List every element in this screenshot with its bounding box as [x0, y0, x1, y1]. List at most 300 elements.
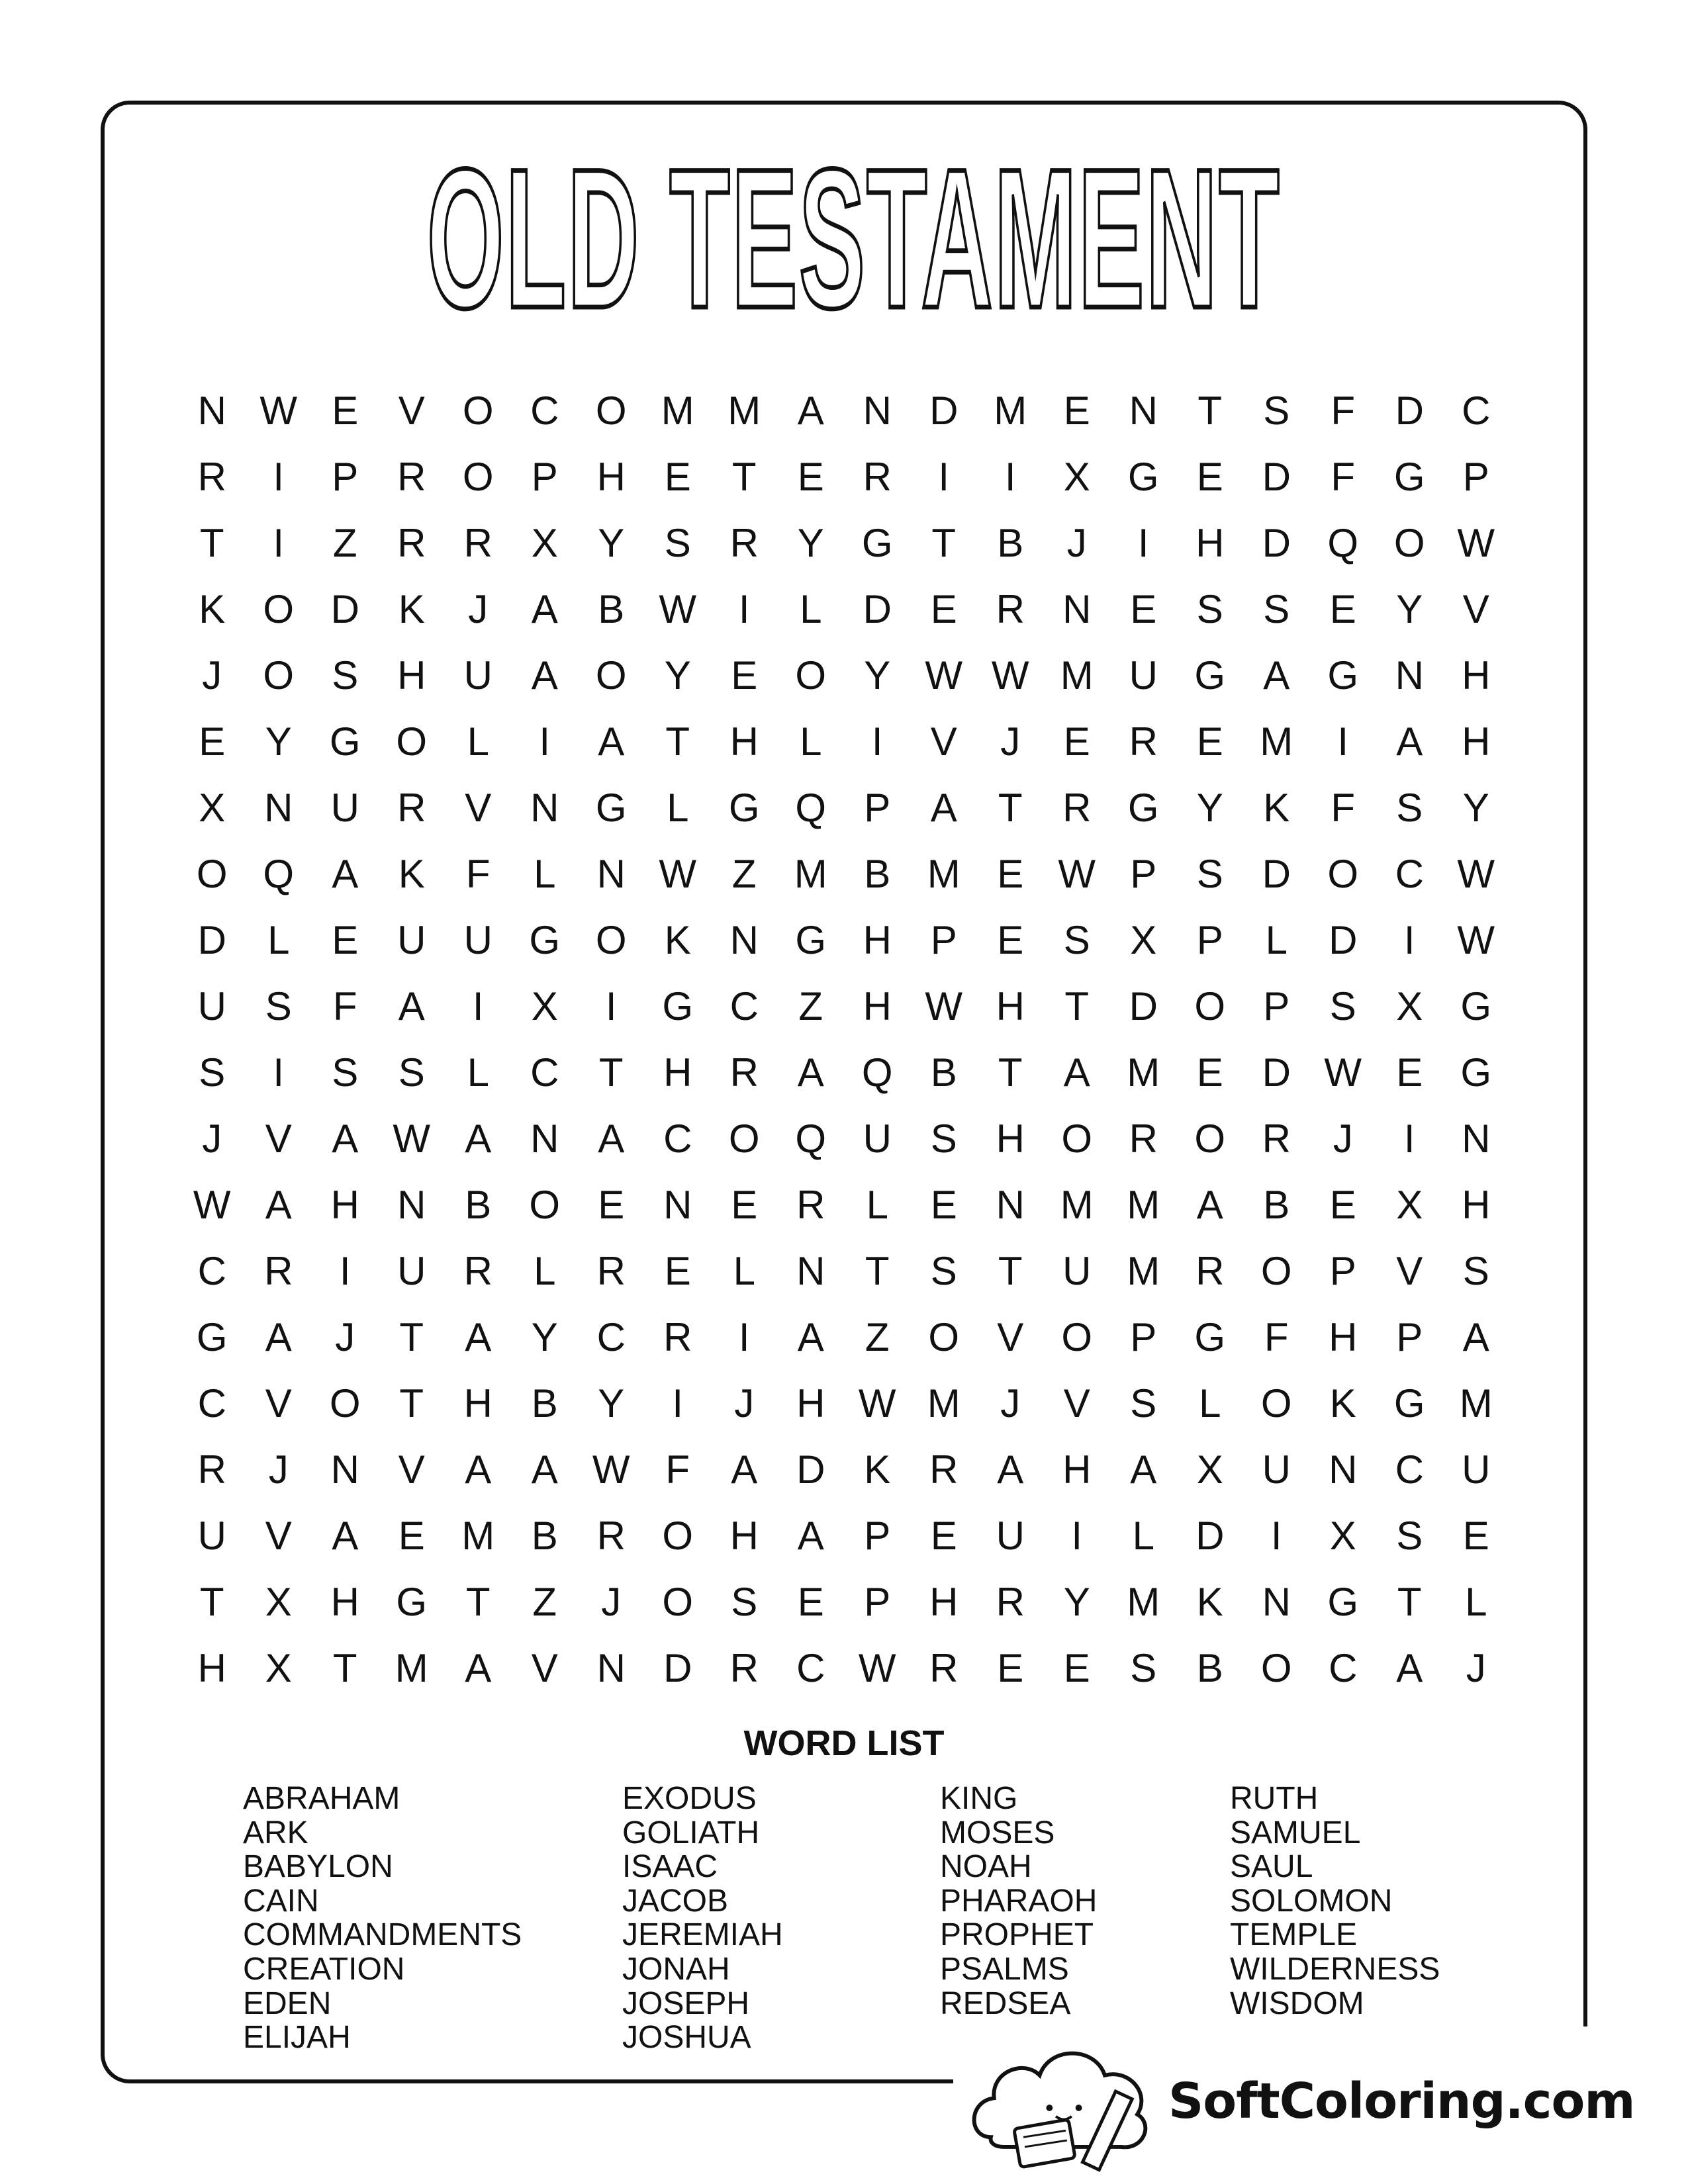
grid-letter: H	[330, 1579, 359, 1624]
grid-letter: P	[1396, 1314, 1423, 1359]
grid-letter: T	[998, 1050, 1023, 1095]
grid-letter: N	[1262, 1579, 1291, 1624]
word-search-grid	[179, 377, 1509, 1701]
grid-letter: R	[1129, 1116, 1158, 1161]
grid-letter: B	[930, 1050, 957, 1095]
word-list-item: COMMANDMENTS	[243, 1917, 522, 1953]
grid-letter: T	[1197, 388, 1223, 433]
grid-letter: W	[259, 388, 298, 433]
grid-letter: G	[329, 719, 361, 764]
word-list-item: SOLOMON	[1230, 1883, 1393, 1919]
grid-letter: F	[332, 983, 357, 1028]
grid-letter: E	[398, 1513, 425, 1558]
grid-letter: P	[1130, 851, 1157, 896]
word-list-item: CREATION	[243, 1951, 405, 1987]
grid-letter: E	[1196, 719, 1223, 764]
grid-letter: E	[731, 1182, 758, 1227]
grid-letter: D	[1129, 983, 1158, 1028]
grid-letter: I	[938, 454, 950, 499]
grid-letter: P	[1329, 1248, 1356, 1293]
grid-letter: P	[1130, 1314, 1157, 1359]
grid-letter: O	[263, 653, 295, 698]
page-title	[0, 127, 1688, 349]
grid-letter: A	[465, 1314, 492, 1359]
grid-letter: M	[927, 851, 961, 896]
grid-letter: I	[273, 454, 285, 499]
grid-letter: M	[994, 388, 1027, 433]
word-list-item: BABYLON	[243, 1849, 393, 1885]
grid-letter: B	[1263, 1182, 1290, 1227]
grid-letter: C	[729, 983, 759, 1028]
grid-letter: P	[1196, 917, 1223, 962]
grid-letter: T	[399, 1381, 424, 1426]
grid-letter: K	[1263, 785, 1290, 830]
grid-letter: J	[268, 1447, 289, 1492]
grid-letter: X	[199, 785, 226, 830]
grid-letter: L	[534, 1248, 556, 1293]
word-list-item: JOSEPH	[622, 1985, 750, 2021]
grid-letter: H	[663, 1050, 692, 1095]
grid-letter: S	[1130, 1645, 1157, 1690]
grid-letter: O	[462, 454, 494, 499]
grid-letter: A	[332, 851, 359, 896]
grid-letter: S	[1329, 983, 1356, 1028]
grid-letter: U	[397, 1248, 426, 1293]
grid-letter: G	[1393, 1381, 1425, 1426]
grid-letter: E	[332, 917, 359, 962]
grid-letter: X	[265, 1645, 292, 1690]
grid-letter: U	[197, 1513, 226, 1558]
grid-letter: U	[1262, 1447, 1291, 1492]
grid-letter: M	[661, 388, 694, 433]
grid-letter: X	[1396, 983, 1423, 1028]
grid-letter: V	[531, 1645, 558, 1690]
grid-letter: E	[731, 653, 758, 698]
grid-letter: D	[1262, 1050, 1291, 1095]
grid-letter: T	[865, 1248, 890, 1293]
grid-letter: B	[598, 586, 625, 631]
grid-letter: I	[1071, 1513, 1083, 1558]
grid-letter: O	[795, 653, 827, 698]
grid-letter: U	[463, 917, 492, 962]
grid-letter: I	[273, 1050, 285, 1095]
grid-letter: H	[796, 1381, 825, 1426]
grid-letter: M	[1060, 1182, 1094, 1227]
grid-letter: A	[1196, 1182, 1223, 1227]
word-list-item: WISDOM	[1230, 1985, 1364, 2021]
grid-letter: M	[461, 1513, 495, 1558]
grid-letter: F	[1264, 1314, 1289, 1359]
grid-letter: L	[467, 719, 489, 764]
grid-letter: D	[929, 388, 959, 433]
grid-letter: O	[1393, 520, 1425, 565]
grid-letter: O	[728, 1116, 760, 1161]
grid-letter: R	[596, 1513, 626, 1558]
word-list-item: REDSEA	[940, 1985, 1071, 2021]
grid-letter: S	[1196, 851, 1223, 896]
grid-letter: T	[199, 520, 224, 565]
grid-letter: M	[927, 1381, 961, 1426]
grid-letter: A	[997, 1447, 1024, 1492]
grid-letter: J	[1466, 1645, 1486, 1690]
grid-letter: P	[332, 454, 359, 499]
grid-letter: D	[197, 917, 226, 962]
grid-letter: N	[596, 1645, 626, 1690]
grid-letter: O	[1260, 1645, 1292, 1690]
word-list-item: GOLIATH	[622, 1815, 760, 1850]
grid-letter: M	[1127, 1182, 1160, 1227]
grid-letter: S	[1263, 388, 1290, 433]
grid-letter: B	[1196, 1645, 1223, 1690]
word-list-item: WILDERNESS	[1230, 1951, 1440, 1987]
grid-letter: P	[864, 1513, 891, 1558]
grid-letter: H	[1462, 1182, 1491, 1227]
grid-letter: P	[1263, 983, 1290, 1028]
grid-letter: I	[738, 586, 750, 631]
grid-letter: S	[1396, 1513, 1423, 1558]
word-list-item: ABRAHAM	[243, 1781, 400, 1816]
brand-name: SoftColoring.com	[1168, 2073, 1635, 2130]
grid-letter: W	[925, 983, 963, 1028]
grid-letter: E	[797, 1579, 824, 1624]
grid-letter: A	[265, 1182, 292, 1227]
grid-letter: X	[1329, 1513, 1356, 1558]
word-list-item: PHARAOH	[940, 1883, 1098, 1919]
grid-letter: G	[1127, 785, 1159, 830]
grid-letter: S	[930, 1248, 957, 1293]
grid-letter: I	[1004, 454, 1016, 499]
grid-letter: Z	[332, 520, 357, 565]
grid-letter: N	[1062, 586, 1092, 631]
grid-letter: P	[864, 785, 891, 830]
grid-letter: R	[197, 1447, 226, 1492]
grid-letter: J	[1066, 520, 1087, 565]
grid-letter: M	[1459, 1381, 1493, 1426]
grid-letter: Y	[531, 1314, 558, 1359]
grid-letter: N	[197, 388, 226, 433]
grid-letter: L	[467, 1050, 489, 1095]
grid-letter: C	[1329, 1645, 1358, 1690]
grid-letter: S	[1196, 586, 1223, 631]
grid-letter: O	[595, 653, 627, 698]
grid-letter: R	[596, 1248, 626, 1293]
grid-letter: W	[393, 1116, 431, 1161]
grid-letter: I	[1137, 520, 1149, 565]
grid-letter: I	[672, 1381, 684, 1426]
grid-letter: E	[1329, 586, 1356, 631]
grid-letter: R	[929, 1645, 959, 1690]
grid-letter: N	[530, 1116, 559, 1161]
grid-letter: W	[659, 586, 697, 631]
grid-letter: V	[997, 1314, 1024, 1359]
grid-letter: Z	[731, 851, 757, 896]
grid-letter: D	[1329, 917, 1358, 962]
grid-letter: V	[465, 785, 492, 830]
grid-letter: R	[463, 1248, 492, 1293]
grid-letter: T	[931, 520, 957, 565]
grid-letter: A	[265, 1314, 292, 1359]
grid-letter: C	[197, 1381, 226, 1426]
grid-letter: Y	[1063, 1579, 1090, 1624]
grid-letter: O	[1061, 1314, 1093, 1359]
grid-letter: A	[1462, 1314, 1489, 1359]
grid-letter: W	[925, 653, 963, 698]
grid-letter: L	[1465, 1579, 1487, 1624]
grid-letter: I	[605, 983, 617, 1028]
grid-letter: N	[530, 785, 559, 830]
grid-letter: T	[332, 1645, 357, 1690]
word-list-item: ISAAC	[622, 1849, 718, 1885]
grid-letter: N	[663, 1182, 692, 1227]
title-text: OLD TESTAMENT	[426, 127, 1281, 349]
word-list-item: JEREMIAH	[622, 1917, 783, 1953]
grid-letter: R	[197, 454, 226, 499]
grid-letter: D	[1262, 520, 1291, 565]
grid-letter: M	[1127, 1050, 1160, 1095]
grid-letter: S	[664, 520, 691, 565]
grid-letter: Y	[598, 1381, 625, 1426]
grid-letter: W	[858, 1381, 896, 1426]
grid-letter: K	[398, 586, 425, 631]
grid-letter: A	[531, 1447, 558, 1492]
grid-letter: V	[265, 1513, 292, 1558]
grid-letter: R	[1129, 719, 1158, 764]
grid-letter: N	[397, 1182, 426, 1227]
grid-letter: M	[395, 1645, 428, 1690]
grid-letter: X	[531, 983, 558, 1028]
grid-letter: B	[531, 1381, 558, 1426]
grid-letter: O	[662, 1579, 694, 1624]
grid-letter: R	[729, 1050, 759, 1095]
grid-letter: A	[930, 785, 957, 830]
grid-letter: P	[1462, 454, 1489, 499]
grid-letter: Z	[865, 1314, 890, 1359]
grid-letter: G	[1460, 1050, 1492, 1095]
grid-letter: H	[996, 983, 1025, 1028]
grid-letter: S	[1263, 586, 1290, 631]
grid-letter: V	[1462, 586, 1489, 631]
grid-letter: I	[339, 1248, 351, 1293]
grid-letter: F	[1331, 454, 1356, 499]
grid-letter: H	[1329, 1314, 1358, 1359]
grid-letter: C	[530, 1050, 559, 1095]
grid-letter: S	[332, 653, 359, 698]
word-list-item: PROPHET	[940, 1917, 1094, 1953]
grid-letter: G	[1327, 1579, 1359, 1624]
grid-letter: N	[264, 785, 293, 830]
grid-letter: E	[664, 454, 691, 499]
grid-letter: O	[329, 1381, 361, 1426]
grid-letter: Q	[795, 1116, 827, 1161]
grid-letter: M	[1127, 1248, 1160, 1293]
grid-letter: Y	[664, 653, 691, 698]
word-list-column	[622, 1782, 783, 2055]
grid-letter: A	[531, 586, 558, 631]
grid-letter: T	[731, 454, 757, 499]
word-list-column	[1230, 1782, 1440, 2021]
grid-letter: H	[1462, 653, 1491, 698]
grid-letter: G	[1194, 1314, 1226, 1359]
grid-letter: T	[665, 719, 690, 764]
grid-letter: A	[398, 983, 425, 1028]
grid-letter: R	[996, 1579, 1025, 1624]
grid-letter: U	[863, 1116, 892, 1161]
grid-letter: R	[463, 520, 492, 565]
grid-letter: E	[1462, 1513, 1489, 1558]
grid-letter: J	[202, 1116, 222, 1161]
grid-letter: J	[468, 586, 489, 631]
grid-letter: S	[930, 1116, 957, 1161]
grid-letter: M	[727, 388, 761, 433]
word-list-item: MOSES	[940, 1815, 1055, 1850]
grid-letter: C	[663, 1116, 692, 1161]
grid-letter: L	[1132, 1513, 1154, 1558]
grid-letter: A	[465, 1447, 492, 1492]
grid-letter: J	[202, 653, 222, 698]
grid-letter: E	[1063, 388, 1090, 433]
grid-letter: A	[1130, 1447, 1157, 1492]
word-list-column	[243, 1782, 522, 2055]
grid-letter: Q	[1327, 520, 1359, 565]
grid-letter: Y	[1396, 586, 1423, 631]
grid-letter: O	[595, 388, 627, 433]
grid-letter: R	[397, 785, 426, 830]
grid-letter: R	[929, 1447, 959, 1492]
grid-letter: I	[738, 1314, 750, 1359]
grid-letter: O	[1194, 1116, 1226, 1161]
grid-letter: O	[1260, 1381, 1292, 1426]
grid-letter: J	[601, 1579, 622, 1624]
grid-letter: X	[1130, 917, 1157, 962]
word-list-column	[940, 1782, 1097, 2021]
grid-letter: S	[332, 1050, 359, 1095]
grid-letter: C	[1395, 851, 1424, 896]
word-list-item: PSALMS	[940, 1951, 1069, 1987]
grid-letter: A	[598, 1116, 625, 1161]
grid-letter: M	[1127, 1579, 1160, 1624]
grid-letter: K	[1196, 1579, 1223, 1624]
grid-letter: S	[1396, 785, 1423, 830]
grid-letter: L	[667, 785, 689, 830]
grid-letter: O	[1327, 851, 1359, 896]
grid-letter: O	[529, 1182, 561, 1227]
brand-logo	[963, 2026, 1688, 2184]
grid-letter: R	[796, 1182, 825, 1227]
grid-letter: H	[330, 1182, 359, 1227]
grid-letter: I	[1337, 719, 1349, 764]
grid-letter: W	[1457, 851, 1495, 896]
grid-letter: Q	[263, 851, 295, 896]
grid-letter: N	[1129, 388, 1158, 433]
grid-letter: I	[539, 719, 551, 764]
grid-letter: H	[1196, 520, 1225, 565]
grid-letter: G	[1127, 454, 1159, 499]
grid-letter: G	[1393, 454, 1425, 499]
word-list-item: JONAH	[622, 1951, 730, 1987]
grid-letter: P	[531, 454, 558, 499]
grid-letter: T	[199, 1579, 224, 1624]
grid-letter: F	[1331, 785, 1356, 830]
grid-letter: O	[263, 586, 295, 631]
grid-letter: B	[465, 1182, 492, 1227]
grid-letter: L	[800, 586, 822, 631]
grid-letter: V	[1063, 1381, 1090, 1426]
grid-letter: E	[1063, 719, 1090, 764]
grid-letter: Y	[797, 520, 824, 565]
grid-letter: A	[731, 1447, 758, 1492]
grid-letter: E	[1130, 586, 1157, 631]
grid-letter: I	[472, 983, 484, 1028]
grid-letter: O	[196, 851, 228, 896]
grid-letter: T	[598, 1050, 624, 1095]
grid-letter: H	[397, 653, 426, 698]
grid-letter: W	[1324, 1050, 1362, 1095]
grid-letter: G	[662, 983, 694, 1028]
grid-letter: L	[267, 917, 290, 962]
grid-letter: I	[1403, 917, 1415, 962]
grid-letter: J	[1000, 1381, 1021, 1426]
grid-letter: V	[1396, 1248, 1423, 1293]
grid-letter: S	[398, 1050, 425, 1095]
grid-letter: R	[729, 520, 759, 565]
word-list-item: SAUL	[1230, 1849, 1313, 1885]
grid-letter: A	[797, 1513, 824, 1558]
grid-letter: N	[996, 1182, 1025, 1227]
grid-letter: L	[866, 1182, 888, 1227]
grid-letter: S	[199, 1050, 226, 1095]
grid-letter: B	[997, 520, 1024, 565]
grid-letter: Y	[598, 520, 625, 565]
grid-letter: N	[863, 388, 892, 433]
grid-letter: C	[596, 1314, 626, 1359]
grid-letter: D	[1395, 388, 1424, 433]
grid-letter: A	[797, 1314, 824, 1359]
grid-letter: H	[729, 1513, 759, 1558]
cloud-pencil-mascot-icon	[963, 2026, 1162, 2183]
grid-letter: E	[997, 917, 1024, 962]
grid-letter: U	[463, 653, 492, 698]
grid-letter: I	[1403, 1116, 1415, 1161]
grid-letter: A	[1263, 653, 1290, 698]
grid-letter: Y	[864, 653, 891, 698]
grid-letter: U	[1462, 1447, 1491, 1492]
word-list-item: KING	[940, 1781, 1018, 1816]
grid-letter: U	[1129, 653, 1158, 698]
grid-letter: L	[1265, 917, 1288, 962]
grid-letter: A	[332, 1513, 359, 1558]
grid-letter: D	[1196, 1513, 1225, 1558]
grid-letter: K	[199, 586, 226, 631]
grid-letter: V	[265, 1381, 292, 1426]
grid-letter: Z	[532, 1579, 557, 1624]
grid-letter: N	[1462, 1116, 1491, 1161]
word-list-item: JOSHUA	[622, 2020, 751, 2056]
grid-letter: S	[1130, 1381, 1157, 1426]
grid-letter: A	[598, 719, 625, 764]
grid-letter: Q	[795, 785, 827, 830]
grid-letter: E	[199, 719, 226, 764]
grid-letter: M	[794, 851, 827, 896]
grid-letter: A	[465, 1116, 492, 1161]
grid-letter: A	[1396, 719, 1423, 764]
grid-letter: W	[858, 1645, 896, 1690]
grid-letter: S	[731, 1579, 758, 1624]
grid-letter: J	[734, 1381, 755, 1426]
grid-letter: R	[663, 1314, 692, 1359]
grid-letter: K	[1329, 1381, 1356, 1426]
grid-letter: G	[595, 785, 627, 830]
grid-letter: U	[197, 983, 226, 1028]
